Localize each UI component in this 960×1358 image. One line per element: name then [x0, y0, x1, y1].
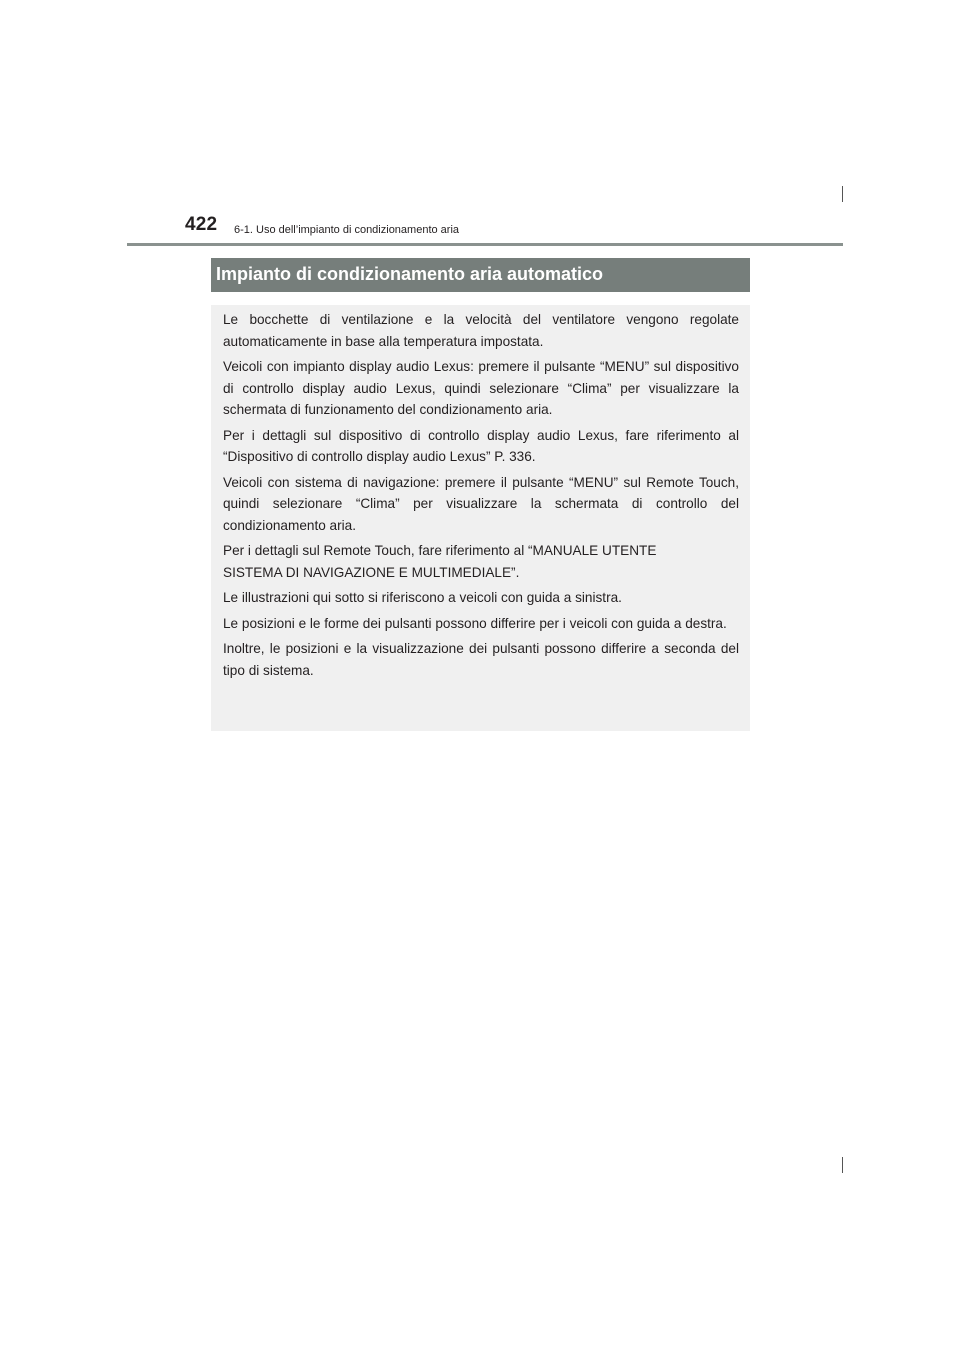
section-heading: Impianto di condizionamento aria automatico	[216, 264, 604, 284]
crop-mark-bottom	[842, 1157, 843, 1173]
paragraph: Le illustrazioni qui sotto si riferiscono a veicoli con guida a sinistra.	[223, 590, 622, 605]
header-rule	[127, 243, 843, 246]
section-title: 6-1. Uso dell’impianto di condizionamento aria	[234, 224, 460, 236]
paragraph: Veicoli con sistema di navigazione: premere il pulsante “MENU” sul Remote Touch, quindi selezionare “Clima” per visualizzare la schermata di controllo del condizionamento aria.	[223, 474, 739, 533]
paragraph: Per i dettagli sul dispositivo di controllo display audio Lexus, fare riferimento al “Dispositivo di controllo display audio Lexus” P. 336.	[223, 427, 739, 464]
paragraph: Per i dettagli sul Remote Touch, fare riferimento al “MANUALE UTENTE SISTEMA DI NAVIGAZIONE E MULTIMEDIALE”.	[223, 543, 657, 580]
page-number: 422	[185, 214, 218, 235]
paragraph: Inoltre, le posizioni e la visualizzazione dei pulsanti possono differire a seconda del tipo di sistema.	[223, 641, 739, 678]
info-box	[211, 305, 750, 731]
paragraph: Veicoli con impianto display audio Lexus: premere il pulsante “MENU” sul dispositivo di controllo display audio Lexus, quindi selezionare “Clima” per visualizzare la schermata di funzionamento del condizionamento aria.	[223, 359, 739, 417]
section-heading-bar	[211, 258, 750, 292]
paragraph: Le posizioni e le forme dei pulsanti possono differire per i veicoli con guida a destra.	[223, 615, 727, 631]
paragraph: Le bocchette di ventilazione e la velocità del ventilatore vengono regolate automaticamente in base alla temperatura impostata.	[223, 312, 739, 349]
crop-mark-top	[842, 186, 843, 202]
